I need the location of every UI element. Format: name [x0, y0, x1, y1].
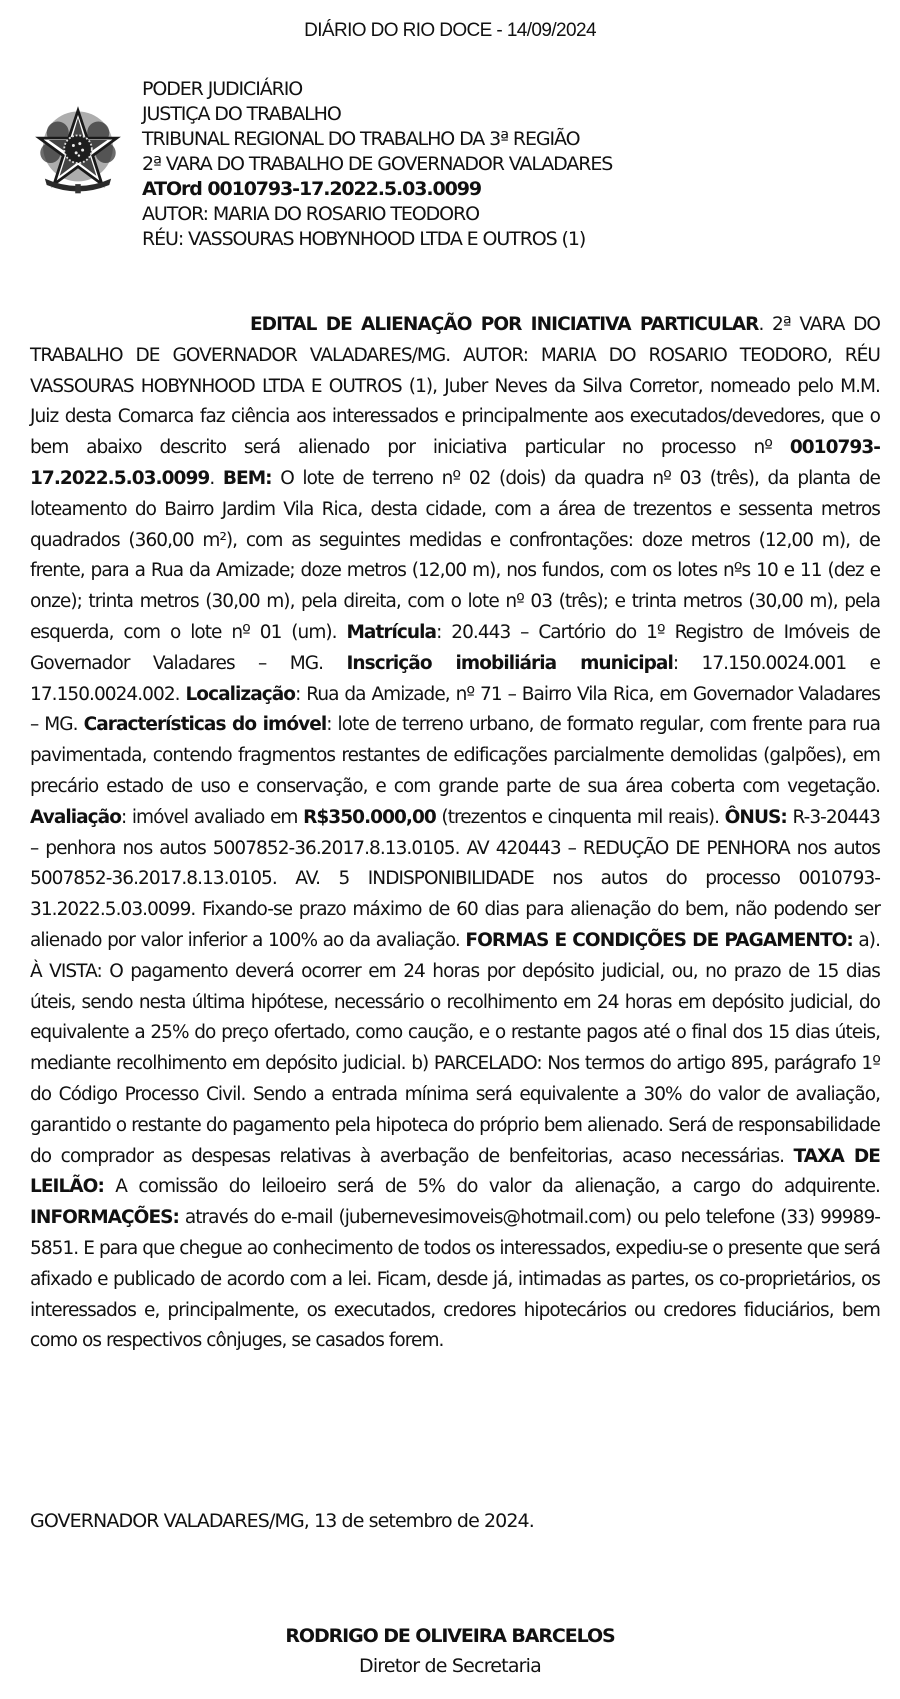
case-author: AUTOR: MARIA DO ROSARIO TEODORO — [142, 203, 479, 225]
bem-label: BEM: — [222, 467, 272, 489]
newspaper-header: DIÁRIO DO RIO DOCE - 14/09/2024 — [304, 20, 596, 41]
edital-title: EDITAL DE ALIENAÇÃO POR INICIATIVA PARTICULAR — [250, 314, 759, 335]
court-line-judiciary: PODER JUDICIÁRIO — [142, 78, 303, 100]
text-fragment: . — [209, 467, 223, 489]
avaliacao-value: R$350.000,00 — [303, 806, 436, 828]
contact-email[interactable]: jubernevesimoveis@hotmail.com — [344, 1207, 625, 1229]
avaliacao-label: Avaliação — [30, 806, 121, 828]
onus-label: ÔNUS: — [724, 806, 787, 828]
court-line-tribunal: TRIBUNAL REGIONAL DO TRABALHO DA 3ª REGIÃO — [142, 128, 580, 150]
taxa-text: A comissão do leiloeiro será de 5% do valor da alienação, a cargo do adquirente. — [103, 1176, 880, 1198]
matricula-text: : 20.443 – Cartório do 1º Registro de Imóveis de Governador Valadares – MG. — [30, 621, 880, 674]
brazil-coat-of-arms-icon — [32, 105, 124, 197]
informacoes-text-phone-prefix: ) ou pelo telefone — [624, 1207, 781, 1229]
signatory-role: Diretor de Secretaria — [358, 1655, 541, 1677]
localizacao-label: Localização — [185, 683, 296, 705]
pagamento-text: a). À VISTA: O pagamento deverá ocorrer em 24 horas por depósito judicial, ou, no prazo de 15 dias úteis, sendo nesta última hipótese, necessário o recolhimento em 24 horas em depósito judicial, do equivalente a 25% do preço ofertado, como caução, e o restante pagos até o final dos 15 dias úteis, mediante recolhimento em depósito judicial. b) PARCELADO: Nos termos do artigo 895, parágrafo 1º do Código Processo Civil. Sendo a entrada mínima será equivalente a 30% do valor de avaliação, garantido o restante do pagamento pela hipoteca do próprio bem alienado. Será de responsabilidade do comprador as despesas relativas à averbação de benfeitorias, acaso necessárias. — [30, 929, 881, 1167]
caracteristicas-label: Características do imóvel — [83, 714, 327, 736]
edital-paragraph — [30, 310, 880, 1357]
case-number: ATOrd 0010793-17.2022.5.03.0099 — [142, 178, 481, 200]
avaliacao-text-words: (trezentos e cinquenta mil reais). — [435, 806, 725, 828]
informacoes-label: INFORMAÇÕES: — [30, 1207, 179, 1229]
process-number: 0010793-17.2022.5.03.0099 — [30, 437, 880, 489]
signatory-name: RODRIGO DE OLIVEIRA BARCELOS — [285, 1625, 615, 1647]
court-info-lines — [142, 77, 612, 252]
edital-body — [30, 310, 880, 1357]
contact-phone[interactable]: (33) 99989-5851 — [30, 1207, 880, 1259]
taxa-label: TAXA DE LEILÃO: — [30, 1145, 880, 1198]
case-defendant: RÉU: VASSOURAS HOBYNHOOD LTDA E OUTROS (1) — [142, 228, 586, 250]
court-line-vara: 2ª VARA DO TRABALHO DE GOVERNADOR VALADARES — [142, 153, 613, 175]
informacoes-text: através do e-mail ( — [178, 1207, 345, 1229]
inscricao-label: Inscrição imobiliária municipal — [346, 652, 673, 674]
bem-text: O lote de terreno nº 02 (dois) da quadra nº 03 (três), da planta de loteamento do Bairro Jardim Vila Rica, desta cidade, com a área de trezentos e sessenta metros quadrados (360,00 m²), com as seguintes medidas e confrontações: doze metros (12,00 m), de frente, para a Rua da Amizade; doze metros (12,00 m), nos fundos, com os lotes nºs 10 e 11 (dez e onze); trinta metros (30,00 m), pela direita, com o lote nº 03 (três); e trinta metros (30,00 m), pela esquerda, com o lote nº 01 (um). — [30, 467, 880, 643]
city-date: GOVERNADOR VALADARES/MG, 13 de setembro de 2024. — [30, 1510, 534, 1532]
pagamento-label: FORMAS E CONDIÇÕES DE PAGAMENTO: — [465, 929, 853, 951]
avaliacao-text: : imóvel avaliado em — [120, 806, 304, 828]
signature-block — [0, 1625, 900, 1677]
matricula-label: Matrícula — [346, 621, 437, 643]
court-line-justice: JUSTIÇA DO TRABALHO — [142, 103, 341, 125]
localizacao-text: : Rua da Amizade, nº 71 – Bairro Vila Rica, em Governador Valadares – MG. — [30, 683, 880, 736]
onus-text: R-3-20443 – penhora nos autos 5007852-36.2017.8.13.0105. AV 420443 – REDUÇÃO DE PENHORA nos autos 5007852-36.2017.8.13.0105. AV. 5 INDISPONIBILIDADE nos autos do processo 0010793-31.2022.5.03.0099. Fixando-se prazo máximo de 60 dias para alienação do bem, não podendo ser alienado por valor inferior a 100% ao da avaliação. — [30, 806, 880, 951]
caracteristicas-text: : lote de terreno urbano, de formato regular, com frente para rua pavimentada, contendo fragmentos restantes de edificações parcialmente demolidas (galpões), em precário estado de uso e conservação, e com grande parte de sua área coberta com vegetação. — [30, 714, 880, 797]
inscricao-text: : 17.150.0024.001 e 17.150.0024.002. — [30, 652, 880, 705]
court-header — [30, 75, 870, 255]
closing-text: . E para que chegue ao conhecimento de todos os interessados, expediu-se o presente que será afixado e publicado de acordo com a lei. Ficam, desde já, intimadas as partes, os co-proprietários, os interessados e, principalmente, os executados, credores hipotecários ou credores fiduciários, bem como os respectivos cônjuges, se casados forem. — [30, 1237, 880, 1352]
edital-intro: . 2ª VARA DO TRABALHO DE GOVERNADOR VALADARES/MG. AUTOR: MARIA DO ROSARIO TEODORO, RÉU VASSOURAS HOBYNHOOD LTDA E OUTROS (1), Juber Neves da Silva Corretor, nomeado pelo M.M. Juiz desta Comarca faz ciência aos interessados e principalmente aos executados/devedores, que o bem abaixo descrito será alienado por iniciativa particular no processo nº — [30, 314, 880, 459]
